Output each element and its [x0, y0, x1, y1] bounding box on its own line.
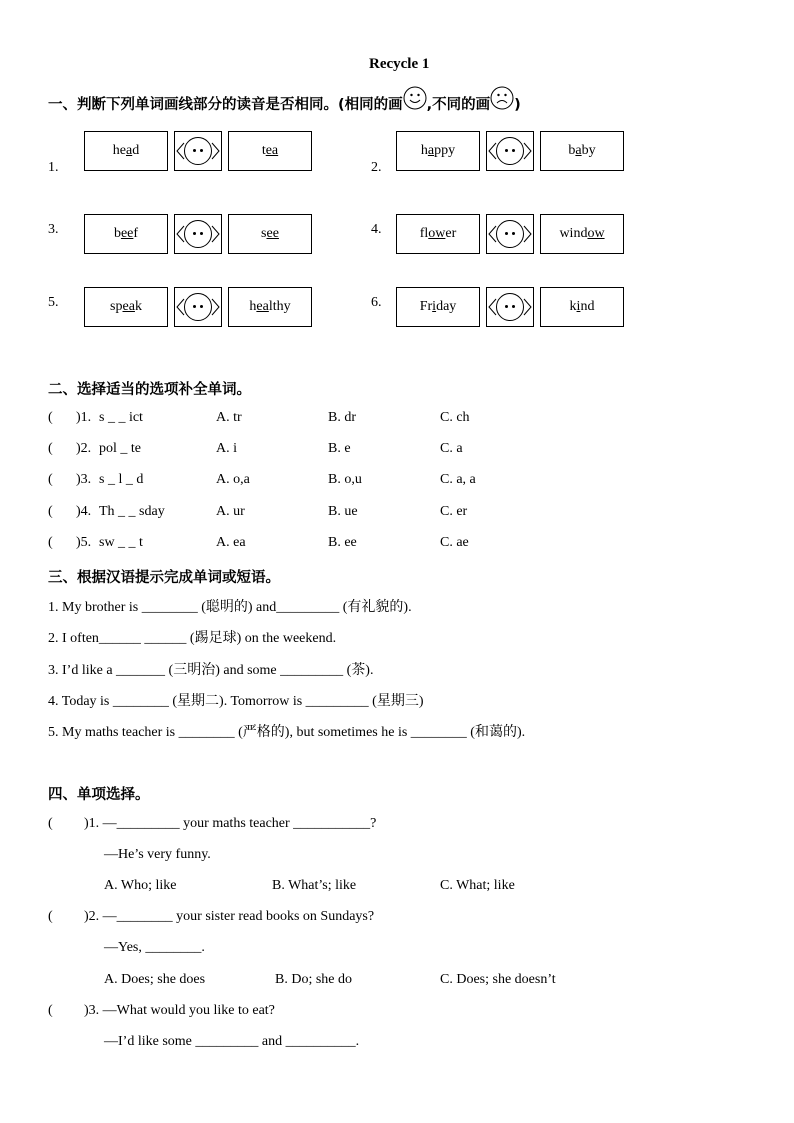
- q1-option-b: B. What’s; like: [272, 878, 357, 893]
- word-box-right: [228, 214, 312, 254]
- s2-item-a: A. tr: [216, 410, 242, 425]
- word-box-left: [396, 214, 480, 254]
- word-part-post: nd: [580, 299, 595, 314]
- chevron-right-icon: [211, 214, 221, 254]
- q3-stem: )3. —What would you like to eat?: [84, 1003, 275, 1018]
- section-2-heading: 二、选择适当的选项补全单词。: [48, 382, 251, 398]
- s2-item-b: B. ue: [328, 504, 358, 519]
- s2-item-b: B. dr: [328, 410, 356, 425]
- s2-item-paren: (: [48, 472, 53, 487]
- face-circle-icon: [184, 293, 212, 321]
- s2-item-close: )4.: [76, 504, 92, 519]
- word-box-left: [84, 214, 168, 254]
- face-circle-icon: [184, 137, 212, 165]
- pair-number: 3.: [48, 222, 59, 237]
- word-part-mid: ee: [266, 226, 279, 241]
- word-part-post: by: [581, 143, 596, 158]
- face-eye: [193, 305, 196, 308]
- s2-item-c: C. a: [440, 441, 463, 456]
- word-part-mid: ea: [265, 143, 279, 158]
- q1-stem: )1. —_________ your maths teacher ___________?: [84, 816, 377, 831]
- word-part-post: er: [445, 226, 457, 241]
- s2-item-word: pol _ te: [99, 441, 141, 456]
- word-part-mid: ow: [587, 226, 605, 241]
- word-part-post: lthy: [268, 299, 291, 314]
- s2-item-word: sw _ _ t: [99, 535, 143, 550]
- smile-face-icon: [403, 86, 427, 110]
- q1-option-a: A. Who; like: [104, 878, 177, 893]
- word-part-pre: t: [261, 143, 266, 158]
- face-eye: [200, 305, 203, 308]
- fill-line-2: 2. I often______ ______ (踢足球) on the weekend.: [48, 631, 337, 646]
- q2-option-a: A. Does; she does: [104, 972, 206, 987]
- s2-item-paren: (: [48, 441, 53, 456]
- word-part-post: d: [132, 143, 140, 158]
- fill-line-1: 1. My brother is ________ (聪明的) and_________ (有礼貌的).: [48, 600, 412, 615]
- face-eye: [512, 305, 515, 308]
- s2-item-paren: (: [48, 504, 53, 519]
- word-part-mid: ea: [122, 299, 135, 314]
- pair-number: 6.: [371, 295, 382, 310]
- chevron-right-icon: [523, 214, 533, 254]
- section-3-heading: 三、根据汉语提示完成单词或短语。: [48, 570, 280, 586]
- chevron-right-icon: [211, 131, 221, 171]
- word-part-pre: b: [568, 143, 576, 158]
- q1-option-c: C. What; like: [440, 878, 515, 893]
- face-eye: [193, 232, 196, 235]
- pair-number: 2.: [371, 160, 382, 175]
- chevron-left-icon: [487, 131, 497, 171]
- face-eye: [512, 149, 515, 152]
- s2-item-close: )3.: [76, 472, 92, 487]
- fill-line-3: 3. I’d like a _______ (三明治) and some _________ (茶).: [48, 663, 374, 678]
- page-title: Recycle 1: [369, 56, 430, 72]
- chevron-left-icon: [175, 131, 185, 171]
- word-box-right: [228, 131, 312, 171]
- s2-item-c: C. er: [440, 504, 468, 519]
- chevron-right-icon: [523, 131, 533, 171]
- chevron-left-icon: [175, 287, 185, 327]
- word-part-pre: s: [261, 226, 267, 241]
- face-eye: [193, 149, 196, 152]
- face-circle-icon: [496, 220, 524, 248]
- s2-item-paren: (: [48, 410, 53, 425]
- sad-face-icon: [490, 86, 514, 110]
- word-part-pre: wind: [559, 226, 588, 241]
- word-part-pre: he: [112, 143, 126, 158]
- s2-item-word: s _ l _ d: [99, 472, 144, 487]
- word-part-pre: b: [113, 226, 121, 241]
- face-circle-icon: [184, 220, 212, 248]
- q3-paren: (: [48, 1003, 53, 1018]
- word-box-left: [84, 131, 168, 171]
- chevron-left-icon: [175, 214, 185, 254]
- q1-paren: (: [48, 816, 53, 831]
- word-part-pre: h: [249, 299, 257, 314]
- s2-item-close: )1.: [76, 410, 92, 425]
- q2-option-c: C. Does; she doesn’t: [440, 972, 556, 987]
- s2-item-close: )2.: [76, 441, 92, 456]
- word-part-mid: ee: [120, 226, 134, 241]
- fill-line-4: 4. Today is ________ (星期二). Tomorrow is _________ (星期三): [48, 694, 424, 709]
- q1-reply: —He’s very funny.: [104, 847, 211, 862]
- word-part-mid: a: [575, 143, 582, 158]
- q2-option-b: B. Do; she do: [275, 972, 352, 987]
- s2-item-word: Th _ _ sday: [99, 504, 165, 519]
- s2-item-paren: (: [48, 535, 53, 550]
- s2-item-c: C. a, a: [440, 472, 476, 487]
- q2-stem: )2. —________ your sister read books on Sundays?: [84, 909, 375, 924]
- chevron-left-icon: [487, 287, 497, 327]
- q3-reply: —I’d like some _________ and __________.: [104, 1034, 360, 1049]
- s2-item-a: A. i: [216, 441, 237, 456]
- face-eye: [200, 149, 203, 152]
- face-eye: [505, 149, 508, 152]
- q2-reply: —Yes, ________.: [104, 940, 205, 955]
- face-circle-icon: [496, 293, 524, 321]
- s2-item-b: B. o,u: [328, 472, 362, 487]
- s2-item-close: )5.: [76, 535, 92, 550]
- word-part-mid: i: [576, 299, 581, 314]
- s2-item-c: C. ae: [440, 535, 469, 550]
- word-box-right: [540, 131, 624, 171]
- pair-number: 1.: [48, 160, 59, 175]
- word-part-post: day: [436, 299, 457, 314]
- word-box-right: [540, 287, 624, 327]
- section-1-heading-part-c: ): [514, 97, 521, 113]
- word-box-left: [396, 287, 480, 327]
- word-part-mid: a: [126, 143, 133, 158]
- word-box-left: [396, 131, 480, 171]
- word-part-mid: a: [427, 143, 435, 158]
- word-part-mid: i: [432, 299, 437, 314]
- chevron-left-icon: [487, 214, 497, 254]
- word-part-post: f: [133, 226, 139, 241]
- word-box-right: [540, 214, 624, 254]
- section-1-heading: [48, 93, 521, 114]
- word-part-mid: ow: [428, 226, 446, 241]
- word-part-mid: ea: [256, 299, 269, 314]
- section-1-heading-part-b: ,不同的画: [426, 97, 491, 113]
- s2-item-c: C. ch: [440, 410, 470, 425]
- s2-item-b: B. ee: [328, 535, 357, 550]
- q2-paren: (: [48, 909, 53, 924]
- face-circle-icon: [496, 137, 524, 165]
- word-box-left: [84, 287, 168, 327]
- chevron-right-icon: [211, 287, 221, 327]
- word-part-pre: sp: [110, 299, 123, 314]
- chevron-right-icon: [523, 287, 533, 327]
- section-1-heading-part-a: 一、判断下列单词画线部分的读音是否相同。(相同的画: [48, 97, 403, 113]
- pair-number: 4.: [371, 222, 382, 237]
- s2-item-word: s _ _ ict: [99, 410, 143, 425]
- s2-item-a: A. ur: [216, 504, 245, 519]
- s2-item-a: A. ea: [216, 535, 246, 550]
- fill-line-5: 5. My maths teacher is ________ (严格的), but sometimes he is ________ (和蔼的).: [48, 725, 526, 740]
- s2-item-b: B. e: [328, 441, 351, 456]
- s2-item-a: A. o,a: [216, 472, 250, 487]
- word-part-post: ppy: [434, 143, 456, 158]
- word-part-pre: h: [420, 143, 428, 158]
- word-box-right: [228, 287, 312, 327]
- face-eye: [200, 232, 203, 235]
- word-part-post: k: [134, 299, 142, 314]
- pair-number: 5.: [48, 295, 59, 310]
- face-eye: [512, 232, 515, 235]
- section-4-heading: 四、单项选择。: [48, 787, 150, 803]
- word-part-pre: fl: [419, 226, 429, 241]
- face-eye: [505, 232, 508, 235]
- word-part-pre: k: [569, 299, 577, 314]
- face-eye: [505, 305, 508, 308]
- word-part-pre: Fr: [419, 299, 433, 314]
